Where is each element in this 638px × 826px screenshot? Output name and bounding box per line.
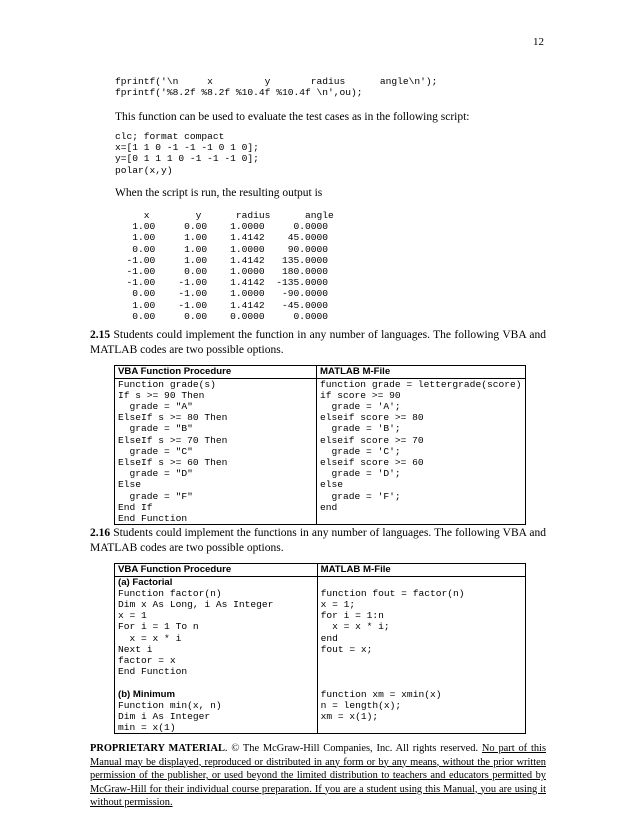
footer-text: . © The McGraw-Hill Companies, Inc. All rights reserved.: [224, 743, 482, 754]
footer-notice: No part of this Manual may be displayed, reproduced or distributed in any form or by any means, without the prior written permission of the publisher, or used beyond the limited distribution to teachers and educators permitted by McGraw-Hill for their individual course preparation. If you are a student using this Manual, you are using it without permission.: [90, 743, 546, 808]
output-table: x y radius angle 1.00 0.00 1.0000 0.0000 1.00 1.00 1.4142 45.0000 0.00 1.00 1.0000 90.0000 -1.00 1.00 1.4142 135.0000 -1.00 0.00 1.0000 180.0000 -1.00 -1.00 1.4142 -135.0000 0.00 -1.00 1.0000 -90.0000 1.00 -1.00 1.4142 -45.0000 0.00 0.00 0.0000 0.0000: [126, 210, 334, 322]
vba-minimum-code: Function min(x, n) Dim i As Integer min = x(1): [118, 699, 222, 734]
matlab-factorial-code: function fout = factor(n) x = 1; for i = 1:n x = x * i; end fout = x;: [320, 587, 465, 655]
problem-2-15-text: [90, 328, 546, 358]
problem-description: Students could implement the function in any number of languages. The following VBA and MATLAB codes are two possible options.: [90, 329, 546, 356]
vba-grade-code: Function grade(s) If s >= 90 Then grade = "A" ElseIf s >= 80 Then grade = "B" ElseIf s >= 70 Then grade = "C" ElseIf s >= 60 Then grade = "D" Else grade = "F" End If End Function: [118, 378, 228, 524]
matlab-grade-code: function grade = lettergrade(score) if score >= 90 grade = 'A'; elseif score >= 80 grade = 'B'; elseif score >= 70 grade = 'C'; elseif score >= 60 grade = 'D'; else grade = 'F'; end: [320, 378, 522, 513]
vba-factorial-code: Function factor(n) Dim x As Long, i As Integer x = 1 For i = 1 To n x = x * i Next i factor = x End Function: [118, 587, 274, 678]
code-table-2-15: [114, 365, 526, 525]
footer-copyright: [90, 742, 546, 810]
problem-number: 2.15: [90, 329, 111, 341]
code-fprintf: fprintf('\n x y radius angle\n'); fprintf('%8.2f %8.2f %10.4f %10.4f \n',ou);: [115, 76, 438, 99]
column-header-vba: VBA Function Procedure: [115, 366, 317, 379]
problem-number: 2.16: [90, 527, 111, 539]
paragraph-output: When the script is run, the resulting output is: [115, 187, 323, 199]
matlab-minimum-code: function xm = xmin(x) n = length(x); xm = x(1);: [320, 688, 442, 722]
column-header-matlab: MATLAB M-File: [317, 564, 525, 577]
part-b-label: (b) Minimum: [118, 688, 176, 700]
problem-2-16-text: [90, 526, 546, 556]
problem-description: Students could implement the functions in any number of languages. The following VBA and MATLAB codes are two possible options.: [90, 527, 547, 554]
paragraph-test-cases: This function can be used to evaluate the test cases as in the following script:: [115, 111, 470, 123]
page-number: 12: [533, 36, 544, 48]
column-header-vba: VBA Function Procedure: [115, 564, 318, 577]
column-header-matlab: MATLAB M-File: [317, 366, 526, 379]
code-script: clc; format compact x=[1 1 0 -1 -1 -1 0 1 0]; y=[0 1 1 1 0 -1 -1 -1 0]; polar(x,y): [115, 131, 259, 176]
part-a-label: (a) Factorial: [118, 576, 173, 588]
footer-label: PROPRIETARY MATERIAL: [90, 743, 225, 754]
code-table-2-16: [114, 563, 526, 734]
